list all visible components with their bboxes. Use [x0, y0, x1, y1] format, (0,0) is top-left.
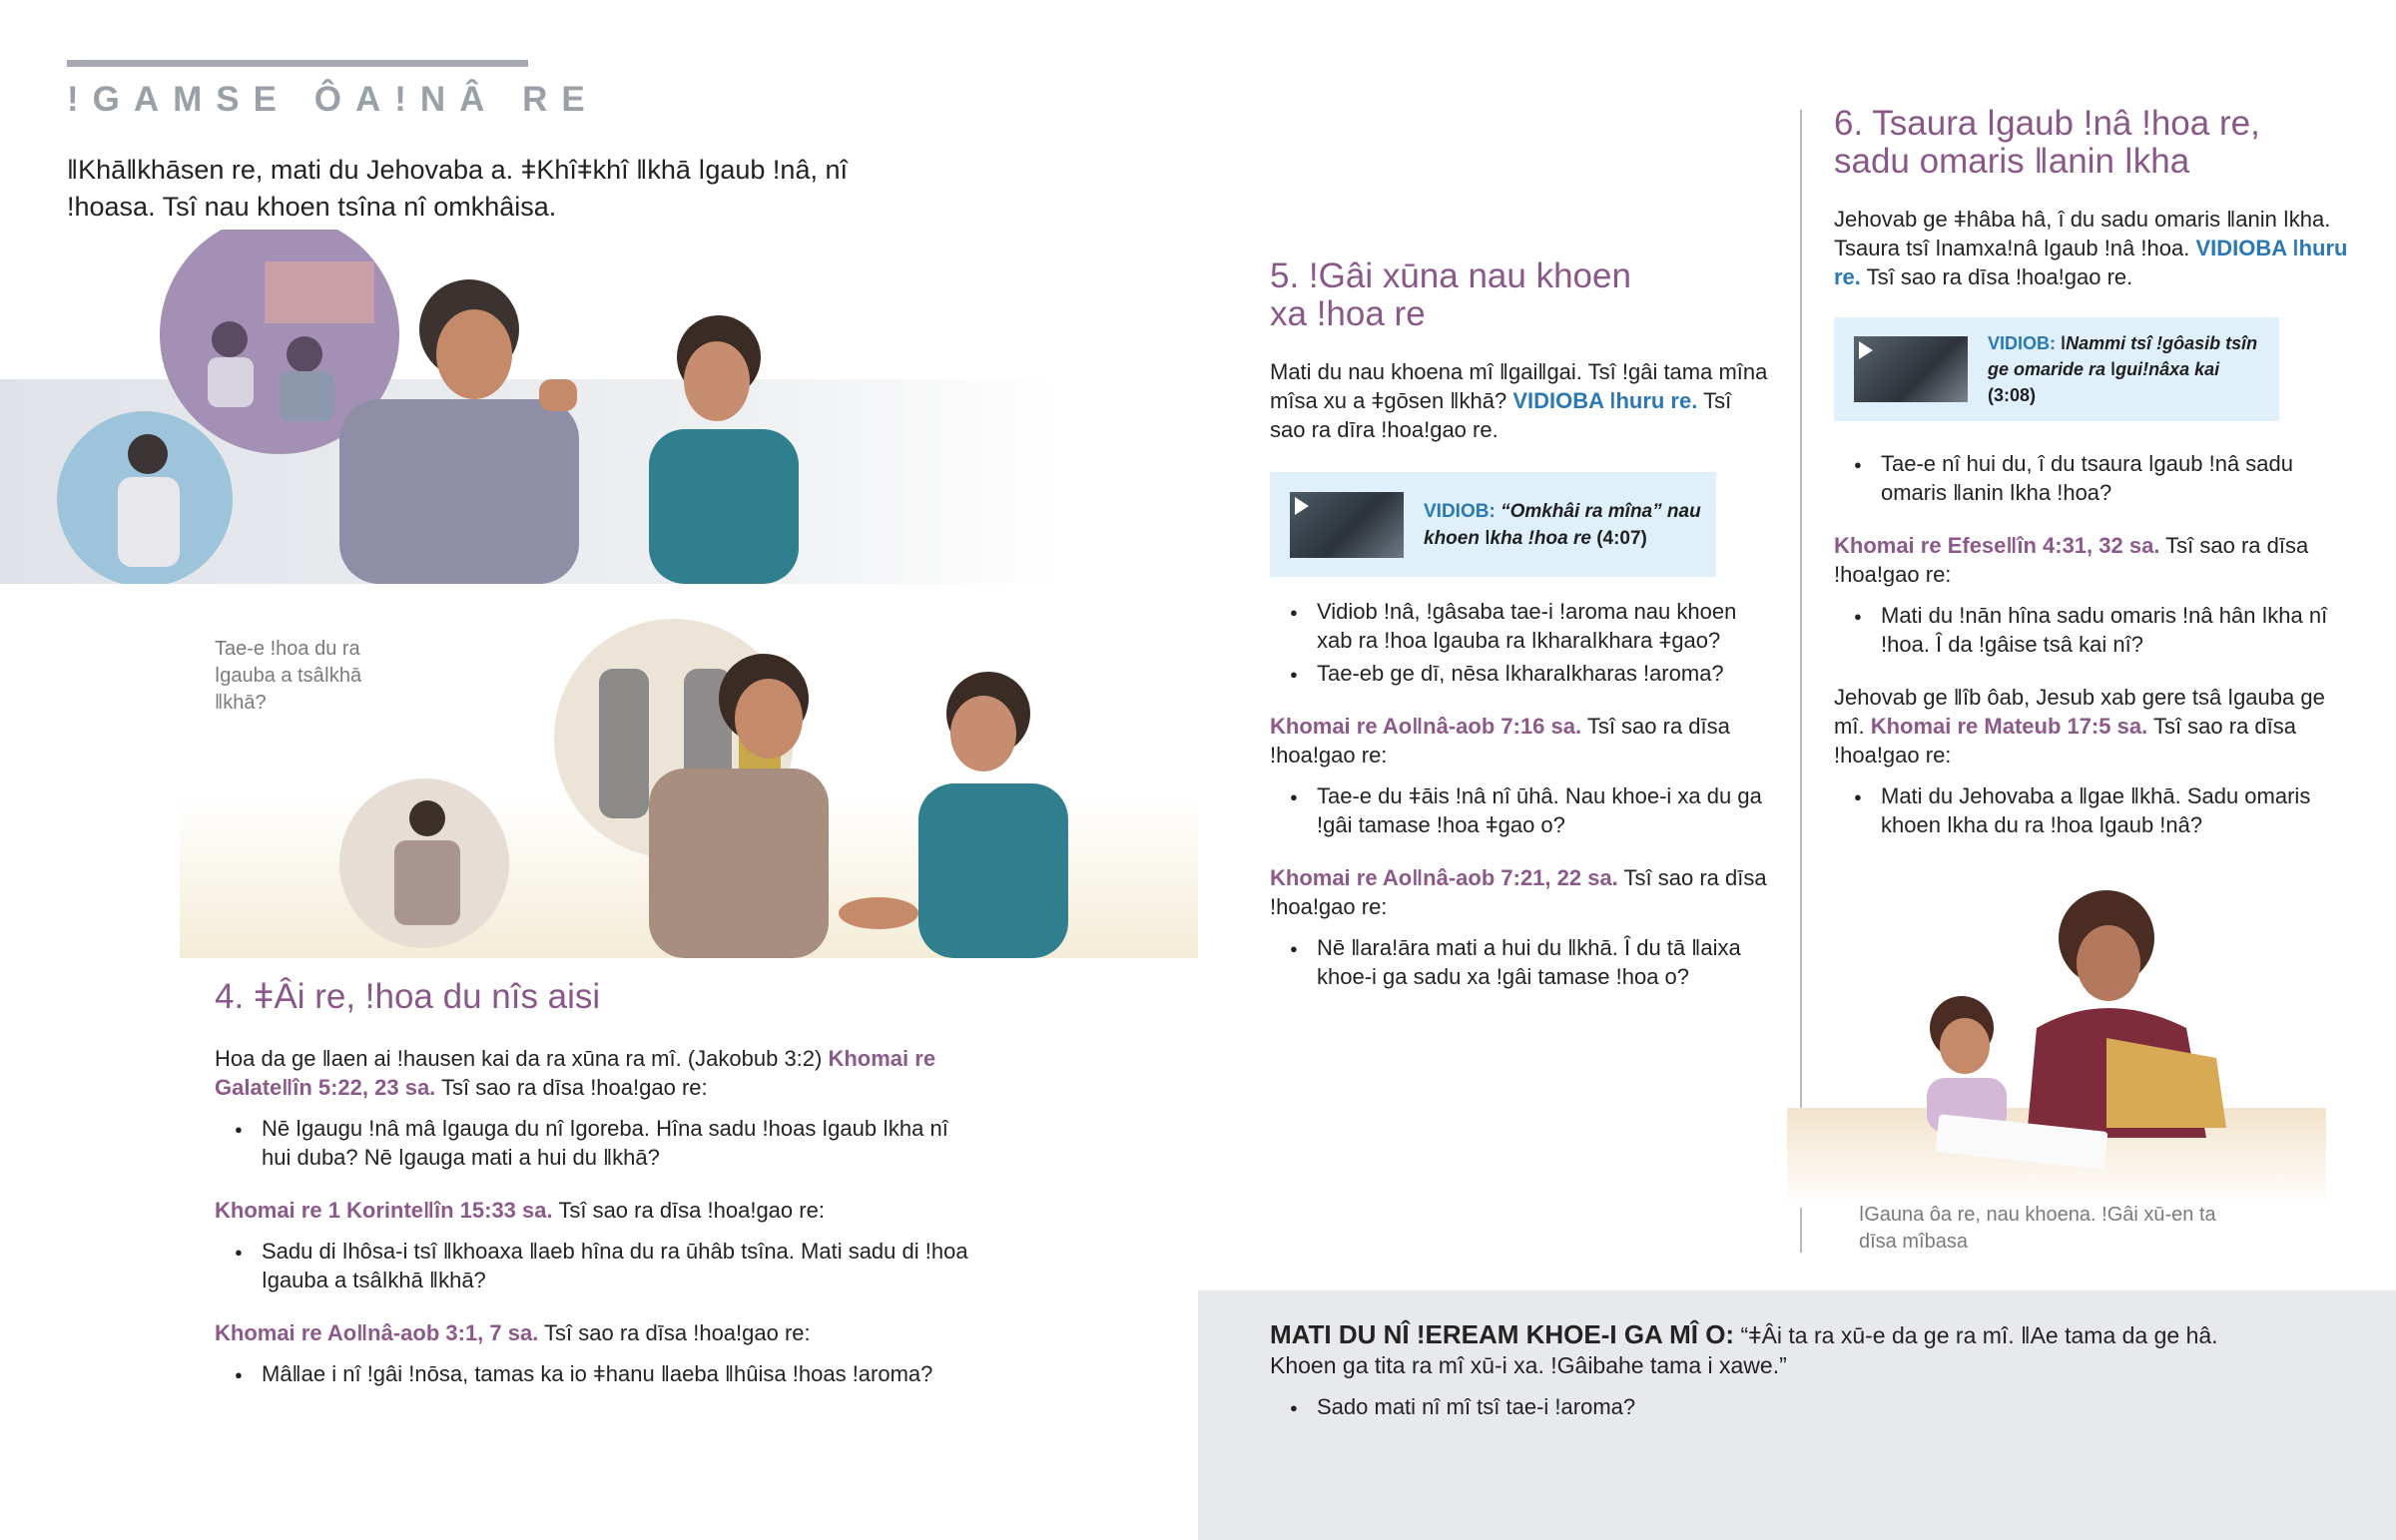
section-6 — [1834, 105, 2353, 839]
bullet-item: ● Sado mati nî mî tsî tae-i ǃaroma? — [1270, 1392, 2258, 1421]
video-link[interactable]: VIDIOBA ǀhuru re. — [1834, 236, 2348, 289]
section-5 — [1270, 257, 1769, 991]
header-rule — [67, 60, 528, 67]
intro-paragraph: ǁKhāǁkhāsen re, mati du Jehovaba a. ǂKhîǂkhî ǁkhā ǀgaub ǃnâ, nî ǃhoasa. Tsî nau khoen tsîna nî omkhâisa. — [67, 155, 848, 222]
section-5-bullets-1 — [1270, 597, 1769, 688]
section-6-title: 6. Tsaura ǀgaub ǃnâ ǃhoa re, sadu omaris ǁanin ǀkha — [1834, 104, 2260, 181]
video-card[interactable] — [1834, 317, 2279, 421]
section-4-paragraph-1: Hoa da ge ǁaen ai ǃhausen kai da ra xūna ra mî. (Jakobub 3:2) Khomai re Galateǁîn 5:22, 23 sa. Tsî sao ra dīsa ǃhoaǃgao re: — [215, 1046, 936, 1100]
objection-text — [1270, 1319, 2258, 1380]
section-5-paragraph-2: Khomai re Aoǁnâ-aob 7:16 sa. Tsî sao ra dīsa ǃhoaǃgao re: — [1270, 714, 1730, 768]
video-link[interactable]: VIDIOBA ǀhuru re. — [1512, 388, 1698, 413]
bullet-item: ● Mati du Jehovaba a ǁgae ǁkhā. Sadu omaris khoen ǀkha du ra ǃhoa ǀgaub ǃnâ? — [1834, 781, 2353, 839]
section-6-paragraph-3: Jehovab ge ǁîb ôab, Jesub xab gere tsâ ǀgauba ge mî. Khomai re Mateub 17:5 sa. Tsî sao ra dīsa ǃhoaǃgao re: — [1834, 685, 2325, 768]
section-6-bullets-2 — [1834, 601, 2353, 659]
objection-lead: MATI DU NÎ ǃEREAM KHOE-I GA MÎ O: — [1270, 1319, 1735, 1349]
scripture-link[interactable]: Khomai re Galateǁîn 5:22, 23 sa. — [215, 1046, 936, 1100]
scripture-link[interactable]: Khomai re Efeseǁîn 4:31, 32 sa. — [1834, 533, 2160, 558]
bullet-item: ● Nē ǀgaugu ǃnâ mâ ǀgauga du nî ǀgoreba. Hîna sadu ǃhoas ǀgaub ǀkha nî hui duba? Nē ǀgauga mati a hui du ǁkhā? — [215, 1114, 973, 1172]
section-6-bullets-3 — [1834, 781, 2353, 839]
bullet-item: ● Mâǁae i nî ǃgâi ǃnōsa, tamas ka io ǂhanu ǁaeba ǁhûisa ǃhoas ǃaroma? — [215, 1359, 973, 1388]
bullet-item: ● Tae-e du ǂāis ǃnâ nî ūhâ. Nau khoe-i xa du ga ǃgâi tamase ǃhoa ǂgao o? — [1270, 781, 1769, 839]
section-6-paragraph-2: Khomai re Efeseǁîn 4:31, 32 sa. Tsî sao ra dīsa ǃhoaǃgao re: — [1834, 533, 2309, 587]
section-5-paragraph-3: Khomai re Aoǁnâ-aob 7:21, 22 sa. Tsî sao ra dīsa ǃhoaǃgao re: — [1270, 865, 1767, 919]
objection-bullets — [1270, 1392, 2258, 1421]
caption-illustration-2: Tae-e ǃhoa du ra ǀgauba a tsâǀkhā ǁkhā? — [215, 638, 362, 714]
objection-quote: “ǂÂi ta ra xū-e da ge ra mî. ǁAe tama da ge hâ. Khoen ga tita ra mî xū-i xa. ǃGâibahe tama i xawe.” — [1270, 1322, 2218, 1378]
section-5-bullets-2 — [1270, 781, 1769, 839]
section-4-paragraph-2: Khomai re 1 Korinteǁîn 15:33 sa. Tsî sao ra dīsa ǃhoaǃgao re: — [215, 1198, 825, 1223]
scripture-link[interactable]: Khomai re 1 Korinteǁîn 15:33 sa. — [215, 1198, 553, 1223]
section-6-paragraph-1: Jehovab ge ǂhâba hâ, î du sadu omaris ǁanin ǀkha. Tsaura tsî ǀnamxaǃnâ ǀgaub ǃnâ ǃhoa. VIDIOBA ǀhuru re. Tsî sao ra dīsa ǃhoaǃgao re. — [1834, 207, 2348, 289]
bullet-item: ● Nē ǁaraǃāra mati a hui du ǁkhā. Î du tā ǁaixa khoe-i ga sadu xa ǃgâi tamase ǃhoa o? — [1270, 933, 1769, 991]
section-5-title: 5. ǃGâi xūna nau khoen xa ǃhoa re — [1270, 257, 1631, 333]
video-caption: VIDIOB: ǀNammi tsî ǃgôasib tsîn ge omaride ra ǀguiǃnâxa kai (3:08) — [1988, 333, 2258, 405]
illustration-mother-and-child-drawing — [1787, 878, 2326, 1208]
bullet-item: ● Sadu di ǀhôsa-i tsî ǁkhoaxa ǁaeb hîna du ra ūhâb tsîna. Mati sadu di ǃhoa ǀgauba a tsâǀkhā ǁkhā? — [215, 1237, 973, 1294]
bullet-item: ● Tae-eb ge dī, nēsa ǀkharaǀkharas ǃaroma? — [1270, 659, 1769, 688]
illustration-arguing-couple — [0, 230, 1058, 584]
section-4-bullets-2 — [215, 1237, 973, 1294]
section-4-bullets-3 — [215, 1359, 973, 1388]
play-icon — [1859, 341, 1873, 359]
scripture-link[interactable]: Khomai re Mateub 17:5 sa. — [1870, 714, 2148, 739]
scripture-link[interactable]: Khomai re Aoǁnâ-aob 7:21, 22 sa. — [1270, 865, 1618, 890]
scripture-link[interactable]: Khomai re Aoǁnâ-aob 7:16 sa. — [1270, 714, 1582, 739]
video-thumbnail[interactable] — [1290, 492, 1404, 558]
objection-content — [1270, 1319, 2258, 1421]
video-caption: VIDIOB: “Omkhâi ra mîna” nau khoen ǀkha ǃhoa re (4:07) — [1424, 500, 1701, 549]
section-6-bullets-1 — [1834, 449, 2353, 507]
section-4-bullets-1 — [215, 1114, 973, 1172]
scripture-link[interactable]: Khomai re Aoǁnâ-aob 3:1, 7 sa. — [215, 1320, 539, 1345]
bullet-item: ● Vidiob ǃnâ, ǃgâsaba tae-i ǃaroma nau khoen xab ra ǃhoa ǀgauba ra ǀkharaǀkhara ǂgao? — [1270, 597, 1769, 655]
play-icon — [1295, 497, 1309, 515]
bullet-item: ● Mati du ǃnān hîna sadu omaris ǃnâ hân ǀkha nî ǃhoa. Î da ǃgâise tsâ kai nî? — [1834, 601, 2353, 659]
bullet-item: ● Tae-e nî hui du, î du tsaura ǀgaub ǃnâ sadu omaris ǁanin ǀkha ǃhoa? — [1834, 449, 2353, 507]
section-5-paragraph-1: Mati du nau khoena mî ǁgaiǁgai. Tsî ǃgâi tama mîna mîsa xu a ǂgōsen ǁkhā? VIDIOBA ǀhuru re. Tsî sao ra dīra ǃhoaǃgao re. — [1270, 359, 1768, 442]
video-thumbnail[interactable] — [1854, 336, 1968, 402]
caption-illustration-3: ǀGauna ôa re, nau khoena. ǃGâi xū-en ta dīsa mîbasa — [1859, 1204, 2216, 1253]
section-4-title: 4. ǂÂi re, ǃhoa du nîs aisi — [215, 977, 601, 1016]
page-kicker: ǃGAMSE ÔAǃNÂ RE — [67, 80, 599, 119]
video-card[interactable] — [1270, 472, 1716, 577]
section-4-paragraph-3: Khomai re Aoǁnâ-aob 3:1, 7 sa. Tsî sao ra dīsa ǃhoaǃgao re: — [215, 1320, 811, 1345]
section-5-bullets-3 — [1270, 933, 1769, 991]
section-4 — [215, 978, 973, 1388]
